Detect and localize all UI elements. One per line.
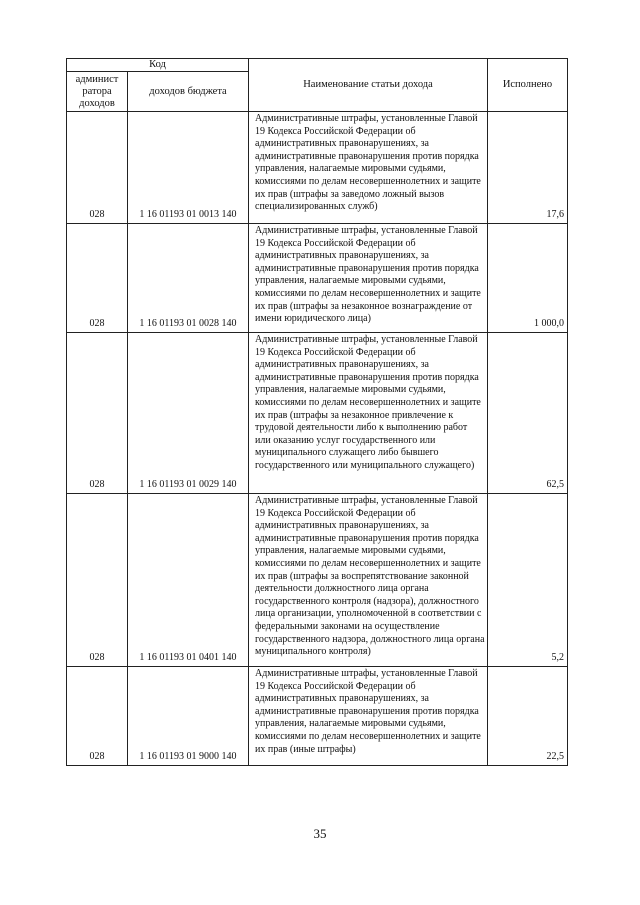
admin-code-cell: 028 [67, 494, 128, 667]
revenue-name-cell: Административные штрафы, установленные Главой 19 Кодекса Российской Федерации об административных правонарушениях, за административные правонарушения против порядка управления, налагаемые мировыми судьями, комиссиями по делам несовершеннолетних и защите их прав (штрафы за незаконное вознаграждение от имени юридического лица) [249, 224, 488, 333]
revenue-name-cell: Административные штрафы, установленные Главой 19 Кодекса Российской Федерации об административных правонарушениях, за административные правонарушения против порядка управления, налагаемые мировыми судьями, комиссиями по делам несовершеннолетних и защите их прав (штрафы за заведомо ложный вызов специализированных служб) [249, 112, 488, 224]
amount-cell: 22,5 [488, 667, 568, 766]
header-name: Наименование статьи дохода [249, 59, 488, 112]
budget-code-cell: 1 16 01193 01 0028 140 [128, 224, 249, 333]
revenue-name-cell: Административные штрафы, установленные Главой 19 Кодекса Российской Федерации об административных правонарушениях, за административные правонарушения против порядка управления, налагаемые мировыми судьями, комиссиями по делам несовершеннолетних и защите их прав (штрафы за воспрепятствование законной деятельности должностного лица органа государственного контроля (надзора), должностного лица организации, уполномоченной в соответствии с федеральными законами на осуществление государственного надзора, должностного лица органа муниципального контроля) [249, 494, 488, 667]
amount-cell: 1 000,0 [488, 224, 568, 333]
budget-code-cell: 1 16 01193 01 0401 140 [128, 494, 249, 667]
header-budget: доходов бюджета [128, 72, 249, 112]
amount-cell: 17,6 [488, 112, 568, 224]
budget-code-cell: 1 16 01193 01 0013 140 [128, 112, 249, 224]
admin-code-cell: 028 [67, 224, 128, 333]
admin-code-cell: 028 [67, 112, 128, 224]
table-row [67, 333, 568, 494]
amount-cell: 62,5 [488, 333, 568, 494]
header-row-code [67, 59, 568, 72]
header-executed: Исполнено [488, 59, 568, 112]
budget-code-cell: 1 16 01193 01 0029 140 [128, 333, 249, 494]
amount-cell: 5,2 [488, 494, 568, 667]
budget-code-cell: 1 16 01193 01 9000 140 [128, 667, 249, 766]
page-number: 35 [313, 826, 327, 841]
admin-code-cell: 028 [67, 333, 128, 494]
revenue-name-cell: Административные штрафы, установленные Главой 19 Кодекса Российской Федерации об административных правонарушениях, за административные правонарушения против порядка управления, налагаемые мировыми судьями, комиссиями по делам несовершеннолетних и защите их прав (иные штрафы) [249, 667, 488, 766]
revenue-name-cell: Административные штрафы, установленные Главой 19 Кодекса Российской Федерации об административных правонарушениях, за административные правонарушения против порядка управления, налагаемые мировыми судьями, комиссиями по делам несовершеннолетних и защите их прав (штрафы за незаконное привлечение к трудовой деятельности либо к выполнению работ или оказанию услуг государственного или муниципального служащего либо бывшего государственного или муниципального служащего) [249, 333, 488, 494]
table-row [67, 112, 568, 224]
table-row [67, 494, 568, 667]
header-admin: админист ратора доходов [67, 72, 128, 112]
document-page [66, 58, 567, 766]
table-row [67, 224, 568, 333]
revenue-table [66, 58, 568, 766]
table-row [67, 667, 568, 766]
header-code: Код [67, 59, 249, 72]
admin-code-cell: 028 [67, 667, 128, 766]
